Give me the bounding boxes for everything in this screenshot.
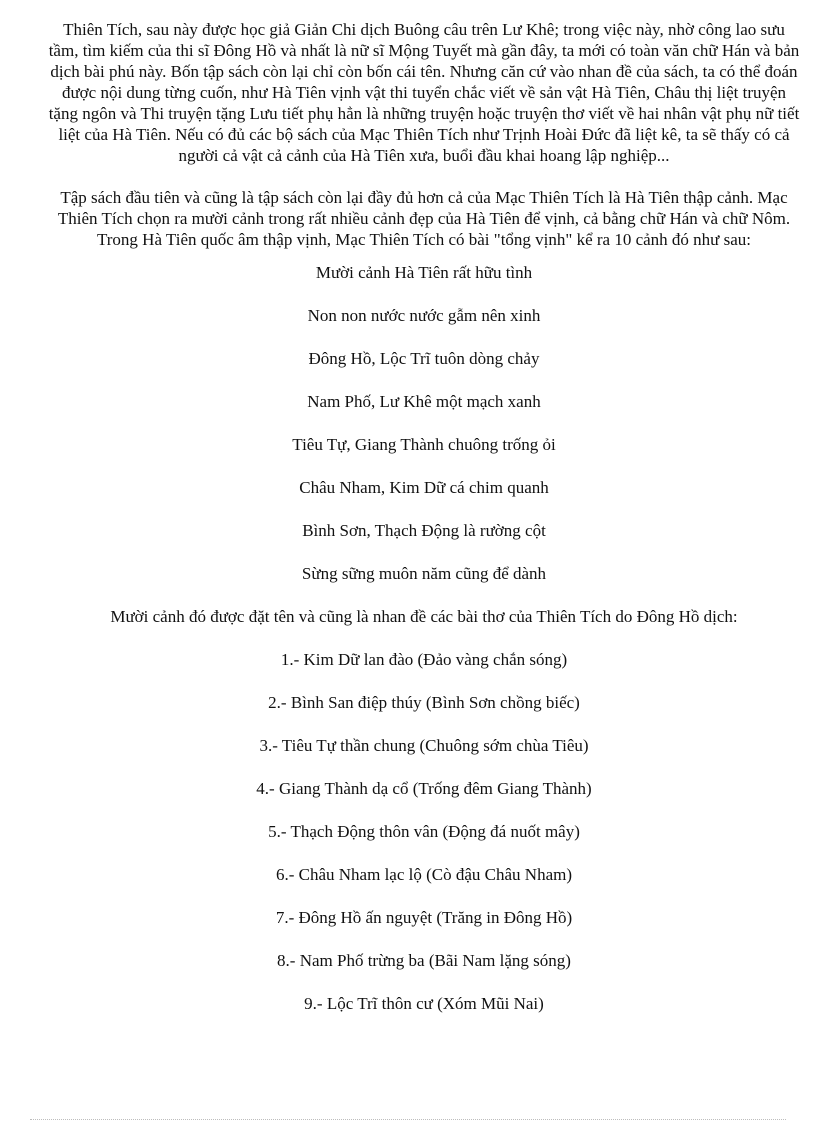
poem-line: Mười cảnh Hà Tiên rất hữu tình — [315, 263, 533, 282]
paragraph-spacer — [48, 166, 800, 187]
document-page — [48, 19, 800, 1036]
scene-item: 2.- Bình San điệp thúy (Bình Sơn chồng biếc) — [268, 693, 580, 712]
scene-item: 4.- Giang Thành dạ cổ (Trống đêm Giang Thành) — [256, 779, 592, 798]
scene-item: 9.- Lộc Trĩ thôn cư (Xóm Mũi Nai) — [304, 994, 544, 1013]
page-bottom-divider — [30, 1119, 786, 1120]
poem-line: Đông Hồ, Lộc Trĩ tuôn dòng chảy — [308, 349, 540, 368]
poem-line: Sừng sững muôn năm cũng để dành — [301, 564, 547, 583]
scene-item: 7.- Đông Hồ ấn nguyệt (Trăng in Đông Hồ) — [275, 908, 573, 927]
scene-item: 6.- Châu Nham lạc lộ (Cò đậu Châu Nham) — [275, 865, 572, 884]
poem-line: Châu Nham, Kim Dữ cá chim quanh — [299, 478, 549, 497]
scene-item: 5.- Thạch Động thôn vân (Động đá nuốt mây) — [268, 822, 580, 841]
paragraph-ha-tien-thap-canh: Tập sách đầu tiên và cũng là tập sách còn lại đầy đủ hơn cả của Mạc Thiên Tích là Hà Tiên thập cảnh. Mạc Thiên Tích chọn ra mười cảnh trong rất nhiều cảnh đẹp của Hà Tiên để vịnh, cả bằng chữ Hán và chữ Nôm. Trong Hà Tiên quốc âm thập vịnh, Mạc Thiên Tích có bài "tổng vịnh" kể ra 10 cảnh đó như sau: — [57, 188, 791, 249]
scene-list — [48, 649, 800, 1036]
paragraph-intro: Thiên Tích, sau này được học giả Giản Chi dịch Buông câu trên Lư Khê; trong việc này, nhờ công lao sưu tầm, tìm kiếm của thi sĩ Đông Hồ và nhất là nữ sĩ Mộng Tuyết mà gần đây, ta mới có toàn văn chữ Hán và bản dịch bài phú này. Bốn tập sách còn lại chỉ còn bốn cái tên. Nhưng căn cứ vào nhan đề của sách, ta có thể đoán được nội dung từng cuốn, như Hà Tiên vịnh vật thi tuyển chắc viết về sản vật Hà Tiên, Châu thị liệt truyện tặng ngôn và Thi truyện tặng Lưu tiết phụ hẳn là những truyện hoặc truyện thơ viết về hai nhân vật phụ nữ tiết liệt của Hà Tiên. Nếu có đủ các bộ sách của Mạc Thiên Tích như Trịnh Hoài Đức đã liệt kê, ta sẽ thấy có cả người cả vật cả cảnh của Hà Tiên xưa, buổi đầu khai hoang lập nghiệp... — [48, 20, 800, 165]
poem-line: Tiêu Tự, Giang Thành chuông trống ỏi — [292, 435, 556, 454]
scene-item: 3.- Tiêu Tự thần chung (Chuông sớm chùa Tiêu) — [259, 736, 589, 755]
poem-tong-vinh — [48, 262, 800, 606]
scene-item: 1.- Kim Dữ lan đào (Đảo vàng chắn sóng) — [280, 650, 568, 669]
scene-item: 8.- Nam Phố trừng ba (Bãi Nam lặng sóng) — [277, 951, 571, 970]
poem-line: Nam Phố, Lư Khê một mạch xanh — [307, 392, 541, 411]
scene-list-intro: Mười cảnh đó được đặt tên và cũng là nhan đề các bài thơ của Thiên Tích do Đông Hồ dịch: — [110, 607, 738, 626]
poem-line: Non non nước nước gẫm nên xinh — [307, 306, 541, 325]
poem-line: Bình Sơn, Thạch Động là rường cột — [302, 521, 546, 540]
